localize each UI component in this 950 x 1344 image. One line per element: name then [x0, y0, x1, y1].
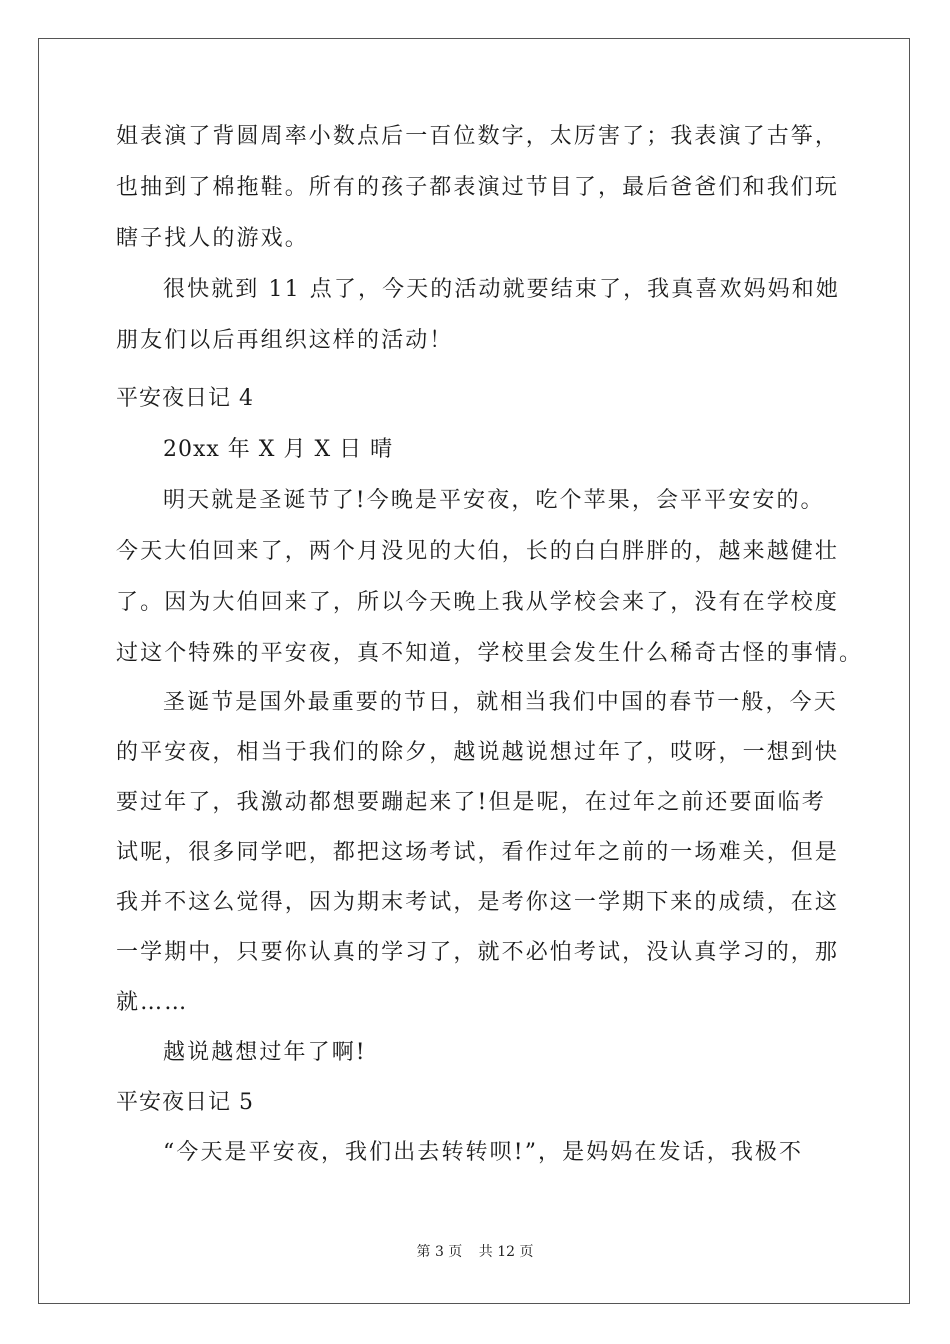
section-heading: 平安夜日记 5	[116, 1090, 254, 1115]
date-line: 20xx 年 X 月 X 日 晴	[163, 437, 394, 462]
paragraph-line: 明天就是圣诞节了!今晚是平安夜，吃个苹果，会平平安安的。	[163, 488, 825, 513]
paragraph-line: 也抽到了棉拖鞋。所有的孩子都表演过节目了，最后爸爸们和我们玩	[116, 175, 840, 200]
total-pages: 共 12 页	[478, 1244, 534, 1260]
paragraph-line: 我并不这么觉得，因为期末考试，是考你这一学期下来的成绩，在这	[116, 890, 840, 915]
paragraph-line: 过这个特殊的平安夜，真不知道，学校里会发生什么稀奇古怪的事情。	[116, 641, 864, 666]
paragraph-line: 朋友们以后再组织这样的活动！	[116, 328, 454, 353]
paragraph-line: 瞎子找人的游戏。	[116, 226, 309, 251]
paragraph-line: 就……	[116, 990, 189, 1015]
page-footer	[0, 1243, 950, 1261]
paragraph-line: 很快就到 11 点了，今天的活动就要结束了，我真喜欢妈妈和她	[163, 277, 840, 302]
paragraph-line: 姐表演了背圆周率小数点后一百位数字，太厉害了；我表演了古筝，	[116, 124, 840, 149]
paragraph-line: 要过年了，我激动都想要蹦起来了!但是呢，在过年之前还要面临考	[116, 790, 826, 815]
section-heading: 平安夜日记 4	[116, 386, 254, 411]
paragraph-line: “今天是平安夜，我们出去转转呗!”，是妈妈在发话，我极不	[163, 1140, 804, 1165]
paragraph-line: 圣诞节是国外最重要的节日，就相当我们中国的春节一般，今天	[163, 690, 838, 715]
paragraph-line: 了。因为大伯回来了，所以今天晚上我从学校会来了，没有在学校度	[116, 590, 840, 615]
paragraph-line: 的平安夜，相当于我们的除夕，越说越说想过年了，哎呀，一想到快	[116, 740, 840, 765]
page-number: 第 3 页	[416, 1244, 463, 1260]
paragraph-line: 越说越想过年了啊!	[163, 1040, 367, 1065]
paragraph-line: 试呢，很多同学吧，都把这场考试，看作过年之前的一场难关，但是	[116, 840, 840, 865]
paragraph-line: 一学期中，只要你认真的学习了，就不必怕考试，没认真学习的，那	[116, 940, 840, 965]
paragraph-line: 今天大伯回来了，两个月没见的大伯，长的白白胖胖的，越来越健壮	[116, 539, 840, 564]
